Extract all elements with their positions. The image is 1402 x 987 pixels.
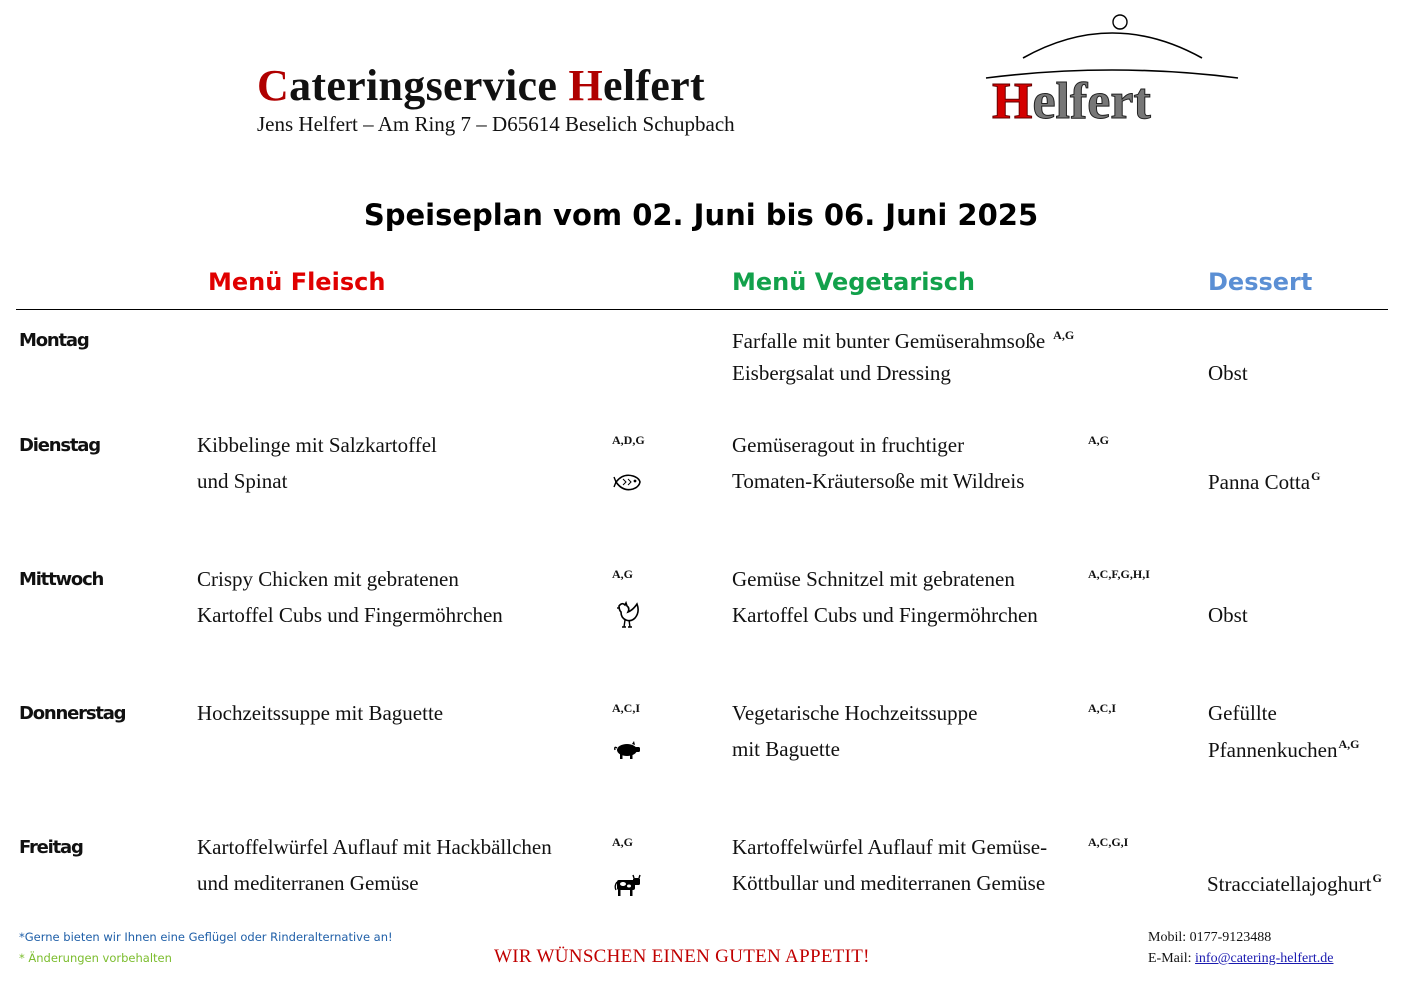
company-initial-c: C (257, 61, 290, 110)
meat-dish-line1: Kartoffelwürfel Auflauf mit Hackbällchen (197, 835, 552, 859)
meat-dish-line2: und Spinat (197, 469, 288, 493)
contact-email: E-Mail: info@catering-helfert.de (1148, 951, 1334, 966)
veg-dish-line2: Tomaten-Kräutersoße mit Wildreis (732, 469, 1025, 493)
meat-dish-line2: Kartoffel Cubs und Fingermöhrchen (197, 603, 503, 627)
logo (980, 10, 1245, 130)
dessert-line1: Gefüllte (1208, 701, 1277, 725)
day-label: Freitag (19, 837, 83, 858)
dessert-line2: Obst (1208, 361, 1248, 385)
veg-dish-line2: Eisbergsalat und Dressing (732, 361, 951, 385)
veg-allergens: A,C,G,I (1088, 835, 1129, 849)
column-header-meat: Menü Fleisch (208, 268, 386, 296)
day-label: Mittwoch (19, 569, 104, 590)
meat-dish-line1: Kibbelinge mit Salzkartoffel (197, 433, 437, 457)
veg-allergens: A,G (1088, 433, 1109, 447)
fish-icon (613, 470, 643, 494)
email-link[interactable]: info@catering-helfert.de (1195, 951, 1334, 966)
company-name-part2: elfert (602, 61, 705, 110)
header-divider (16, 309, 1388, 310)
veg-dish-line1: Vegetarische Hochzeitssuppe (732, 701, 978, 725)
company-address: Jens Helfert – Am Ring 7 – D65614 Beselich Schupbach (257, 112, 735, 136)
meat-allergens: A,G (612, 835, 633, 849)
column-header-veg: Menü Vegetarisch (732, 268, 976, 296)
cow-icon (613, 874, 643, 898)
meat-dish-line2: und mediterranen Gemüse (197, 871, 419, 895)
veg-dish-line1: Kartoffelwürfel Auflauf mit Gemüse- (732, 835, 1048, 859)
company-name (257, 60, 705, 111)
footer-appetit: WIR WÜNSCHEN EINEN GUTEN APPETIT! (494, 946, 870, 967)
footer-note-alternative: *Gerne bieten wir Ihnen eine Geflügel oder Rinderalternative an! (19, 930, 393, 944)
veg-dish-line2: mit Baguette (732, 737, 840, 761)
veg-allergens: A,C,I (1088, 701, 1117, 715)
meat-dish-line1: Hochzeitssuppe mit Baguette (197, 701, 444, 725)
veg-dish-line1: Gemüseragout in fruchtiger (732, 433, 965, 457)
logo-text: Helfert (992, 73, 1151, 130)
day-label: Dienstag (19, 435, 100, 456)
veg-allergens: A,C,F,G,H,I (1088, 567, 1150, 581)
pig-icon (612, 738, 642, 762)
company-initial-h: H (568, 61, 603, 110)
dessert-allergens: G (1311, 469, 1321, 483)
veg-allergens: A,G (1053, 328, 1075, 342)
veg-dish-line2: Köttbullar und mediterranen Gemüse (732, 871, 1046, 895)
dessert-line2: Pfannenkuchen$^{A,G}$ (1208, 737, 1360, 762)
page-title: Speiseplan vom 02. Juni bis 06. Juni 2025 (363, 198, 1039, 232)
dessert-allergens: A,G (1338, 737, 1360, 751)
dessert-line2: Stracciatellajoghurt$^G$ (1207, 871, 1382, 896)
meat-allergens: A,C,I (612, 701, 641, 715)
meat-allergens: A,G (612, 567, 633, 581)
meat-allergens: A,D,G (612, 433, 645, 447)
dessert-line2: Panna Cotta$^G$ (1208, 469, 1321, 494)
veg-dish-line2: Kartoffel Cubs und Fingermöhrchen (732, 603, 1038, 627)
company-name-part1: ateringservice (289, 61, 569, 110)
meat-dish-line1: Crispy Chicken mit gebratenen (197, 567, 459, 591)
footer-note-changes: * Änderungen vorbehalten (19, 951, 172, 965)
dessert-allergens: G (1372, 871, 1382, 885)
chicken-icon (613, 600, 643, 630)
column-header-dessert: Dessert (1208, 268, 1313, 296)
veg-dish-line1: Farfalle mit bunter Gemüserahmsoße $^{A,G}$ (732, 328, 1075, 353)
contact-mobile: Mobil: 0177-9123488 (1148, 930, 1272, 945)
veg-dish-line1: Gemüse Schnitzel mit gebratenen (732, 567, 1015, 591)
day-label: Donnerstag (19, 703, 126, 724)
day-label: Montag (19, 330, 89, 351)
dessert-line2: Obst (1208, 603, 1248, 627)
